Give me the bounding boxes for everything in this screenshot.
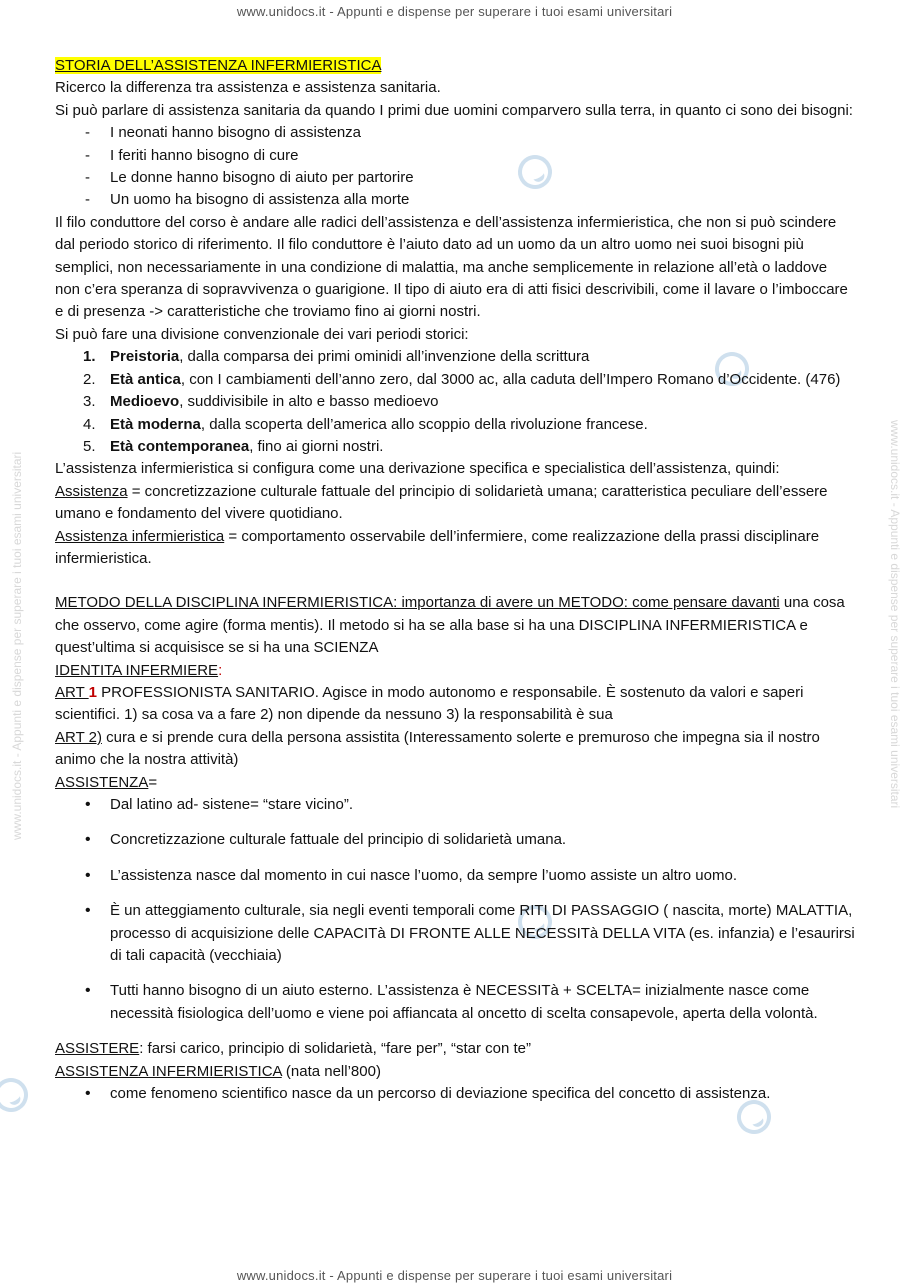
paragraph: Si può parlare di assistenza sanitaria da quando I primi due uomini comparvero sulla terra, in quanto ci sono dei bisogni: [55, 101, 853, 119]
list-item: • Tutti hanno bisogno di un aiuto esterno. L’assistenza è NECESSITà + SCELTA= inizialmente nasce come necessità fisiologica dell’uomo e viene poi affiancata al oncetto di scelta consapevole, aperta della volontà. [55, 980, 855, 1025]
periods-list [55, 346, 855, 458]
article-1: ART 1 PROFESSIONISTA SANITARIO. Agisce in modo autonomo e responsabile. È sostenuto da valori e saperi scientifici. 1) sa cosa va a fare 2) non dipende da nessuno 3) la responsabilità è sua [55, 683, 804, 724]
needs-list [55, 122, 855, 212]
paragraph: Ricerco la differenza tra assistenza e assistenza sanitaria. [55, 79, 441, 97]
list-item: • come fenomeno scientifico nasce da un percorso di deviazione specifica del concetto di assistenza. [55, 1083, 855, 1105]
list-item: 1. Preistoria, dalla comparsa dei primi ominidi all’invenzione della scrittura [83, 348, 590, 366]
header-banner: www.unidocs.it - Appunti e dispense per superare i tuoi esami universitari [236, 4, 673, 19]
definition: Assistenza infermieristica = comportamento osservabile dell’infermiere, come realizzazione della prassi disciplinare infermieristica. [55, 527, 820, 567]
right-side-watermark: www.unidocs.it - Appunti e dispense per superare i tuoi esami universitari [888, 420, 902, 809]
list-item: • Dal latino ad- sistene= “stare vicino”. [55, 794, 855, 816]
assistere-definition: ASSISTERE: farsi carico, principio di solidarietà, “fare per”, “star con te” [55, 1040, 532, 1058]
method-section: METODO DELLA DISCIPLINA INFERMIERISTICA: importanza di avere un METODO: come pensare davanti una cosa che osservo, come agire (forma mentis). Il metodo si ha se alla base si ha una DISCIPLINA INFERMIERISTICA e quest’ultima si acquisisce se si ha una SCIENZA [55, 594, 845, 657]
list-item: 4. Età moderna, dalla scoperta dell’america allo scoppio della rivoluzione francese. [83, 415, 648, 433]
list-item: 3. Medioevo, suddivisibile in alto e basso medioevo [83, 393, 439, 411]
list-item: • L’assistenza nasce dal momento in cui nasce l’uomo, da sempre l’uomo assiste un altro uomo. [55, 865, 855, 887]
list-item: 2. Età antica, con I cambiamenti dell’anno zero, dal 3000 ac, alla caduta dell’Impero Romano d’Occidente. (476) [83, 370, 841, 388]
document-title: STORIA DELL’ASSISTENZA INFERMIERISTICA [55, 57, 382, 74]
watermark-logo-icon [0, 1072, 34, 1118]
document-body [55, 55, 855, 1105]
left-side-watermark: www.unidocs.it - Appunti e dispense per superare i tuoi esami universitari [10, 451, 24, 840]
list-item: • È un atteggiamento culturale, sia negli eventi temporali come RITI DI PASSAGGIO ( nascita, morte) MALATTIA, processo di acquisizione delle CAPACITà DI FRONTE ALLE NECESSITà DELLA VITA (es. infanzia) e l’esaurirsi di tali capacità (vecchiaia) [55, 900, 855, 967]
article-2: ART 2) cura e si prende cura della persona assistita (Interessamento solerte e premuroso che impegna sia il nostro animo che la nostra attività) [55, 728, 820, 769]
list-item: - I neonati hanno bisogno di assistenza [55, 122, 855, 144]
final-list [55, 1083, 855, 1105]
assistenza-list [55, 794, 855, 1025]
list-item: • Concretizzazione culturale fattuale del principio di solidarietà umana. [55, 829, 855, 851]
identity-heading: IDENTITA INFERMIERE: [55, 661, 223, 679]
list-item: 5. Età contemporanea, fino ai giorni nostri. [83, 437, 384, 455]
definition: Assistenza = concretizzazione culturale fattuale del principio di solidarietà umana; caratteristica peculiare dell’essere umano e fondamento del vivere quotidiano. [55, 482, 828, 523]
list-item: - Le donne hanno bisogno di aiuto per partorire [55, 167, 855, 189]
paragraph: L’assistenza infermieristica si configura come una derivazione specifica e specialistica dell’assistenza, quindi: [55, 460, 780, 478]
assistenza-heading: ASSISTENZA= [55, 773, 158, 791]
paragraph: Il filo conduttore del corso è andare alle radici dell’assistenza e dell’assistenza infermieristica, che non si può scindere dal periodo storico di riferimento. Il filo conduttore è l’aiuto dato ad un uomo da un altro uomo nei suoi bisogni più semplici, non necessariamente in una condizione di malattia, ma anche semplicemente in relazione all’età o laddove non c’era speranza di sopravvivenza o guarigione. Il tipo di aiuto era di atti fisici descrivibili, come il lavare o l’imboccare e di presenza -> caratteristiche che troviamo fino ai giorni nostri. [55, 213, 848, 321]
footer-banner: www.unidocs.it - Appunti e dispense per superare i tuoi esami universitari [236, 1268, 673, 1283]
paragraph: Si può fare una divisione convenzionale dei vari periodi storici: [55, 325, 469, 343]
list-item: - I feriti hanno bisogno di cure [55, 145, 855, 167]
list-item: - Un uomo ha bisogno di assistenza alla morte [55, 189, 855, 211]
assistenza-infermieristica-heading: ASSISTENZA INFERMIERISTICA (nata nell’800) [55, 1062, 381, 1080]
